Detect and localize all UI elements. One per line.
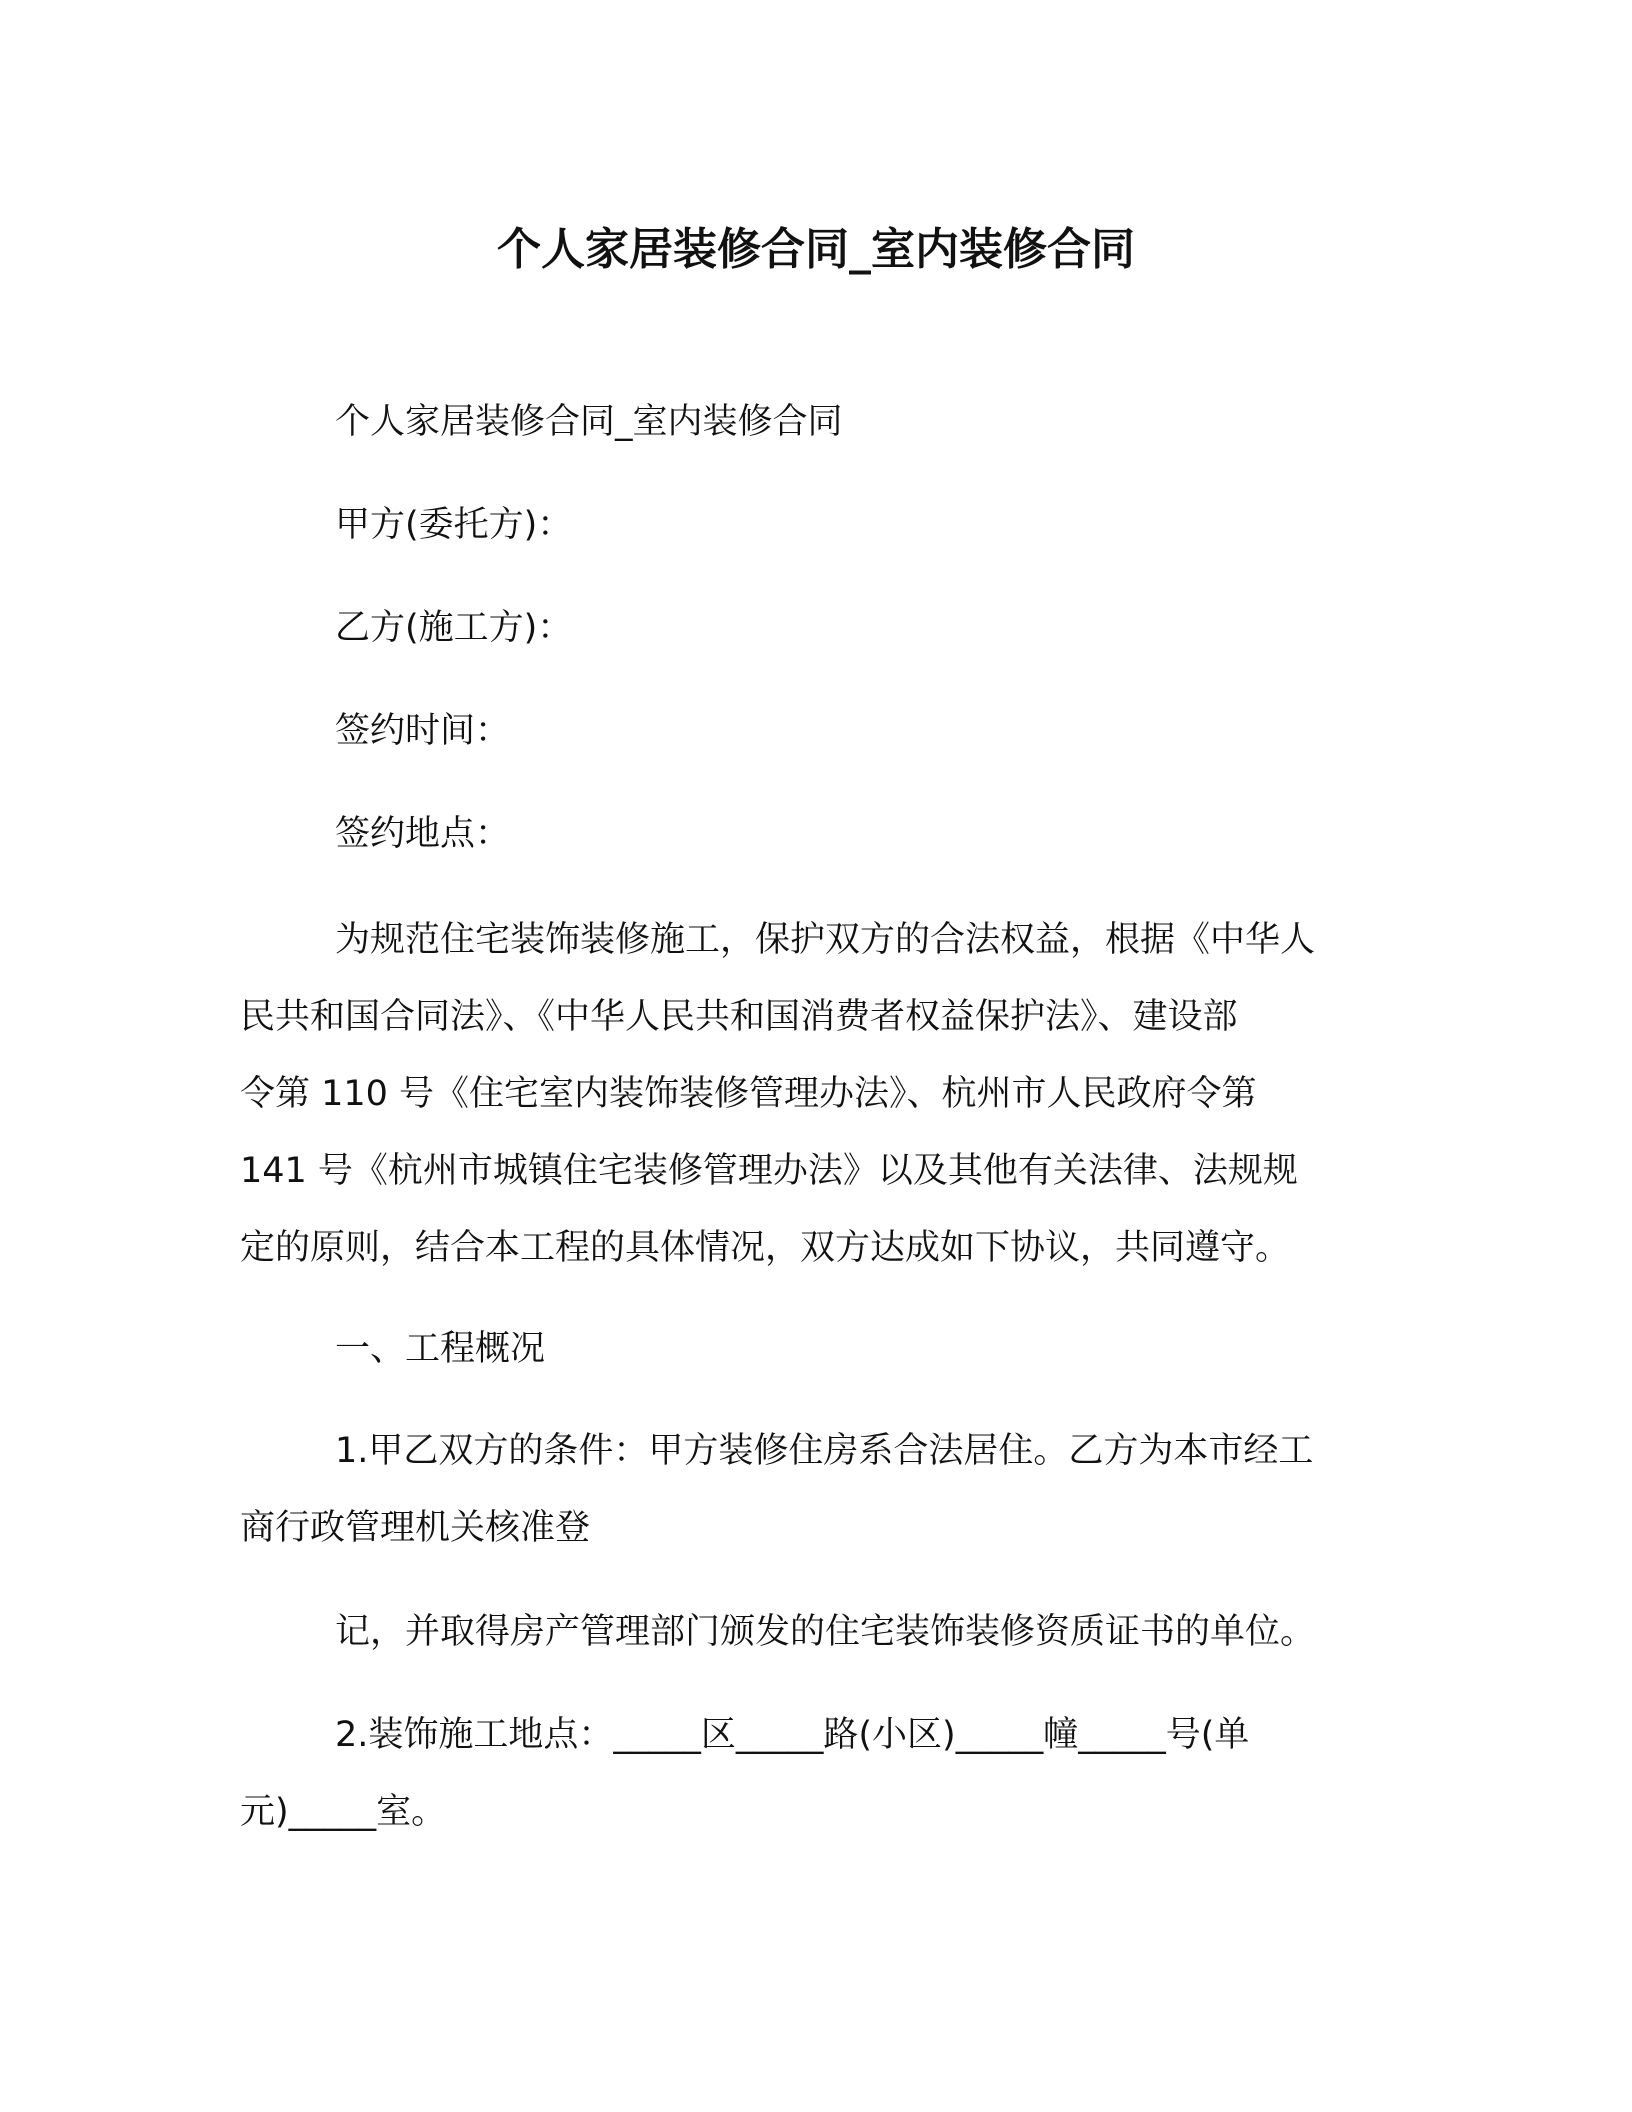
subtitle-line: 个人家居装修合同_室内装修合同 xyxy=(335,402,843,442)
party-b-line: 乙方(施工方)： xyxy=(335,608,573,648)
section-1-heading: 一、工程概况 xyxy=(335,1329,546,1369)
item-2-line: 2.装饰施工地点：_____区_____路(小区)_____幢_____号(单 xyxy=(335,1715,1250,1755)
preamble-line: 141 号《杭州市城镇住宅装修管理办法》以及其他有关法律、法规规 xyxy=(240,1151,1298,1191)
item-1-line: 商行政管理机关核准登 xyxy=(240,1508,591,1548)
sign-place-line: 签约地点： xyxy=(335,814,511,854)
document-title: 个人家居装修合同_室内装修合同 xyxy=(497,224,1135,275)
item-1-line: 1.甲乙双方的条件：甲方装修住房系合法居住。乙方为本市经工 xyxy=(335,1431,1314,1471)
preamble-line: 定的原则，结合本工程的具体情况，双方达成如下协议，共同遵守。 xyxy=(240,1228,1291,1268)
preamble-paragraph xyxy=(240,902,1392,1287)
sign-time-line: 签约时间： xyxy=(335,711,511,751)
item-1-paragraph xyxy=(240,1413,1392,1567)
item-2-line: 元)_____室。 xyxy=(240,1792,447,1832)
item-2-paragraph xyxy=(240,1697,1392,1851)
preamble-line: 为规范住宅装饰装修施工，保护双方的合法权益，根据《中华人 xyxy=(335,920,1316,960)
item-1-continued: 记，并取得房产管理部门颁发的住宅装饰装修资质证书的单位。 xyxy=(335,1612,1316,1652)
preamble-line: 令第 110 号《住宅室内装饰装修管理办法》、杭州市人民政府令第 xyxy=(240,1074,1257,1114)
party-a-line: 甲方(委托方)： xyxy=(335,505,573,545)
preamble-line: 民共和国合同法》、《中华人民共和国消费者权益保护法》、建设部 xyxy=(240,997,1238,1037)
